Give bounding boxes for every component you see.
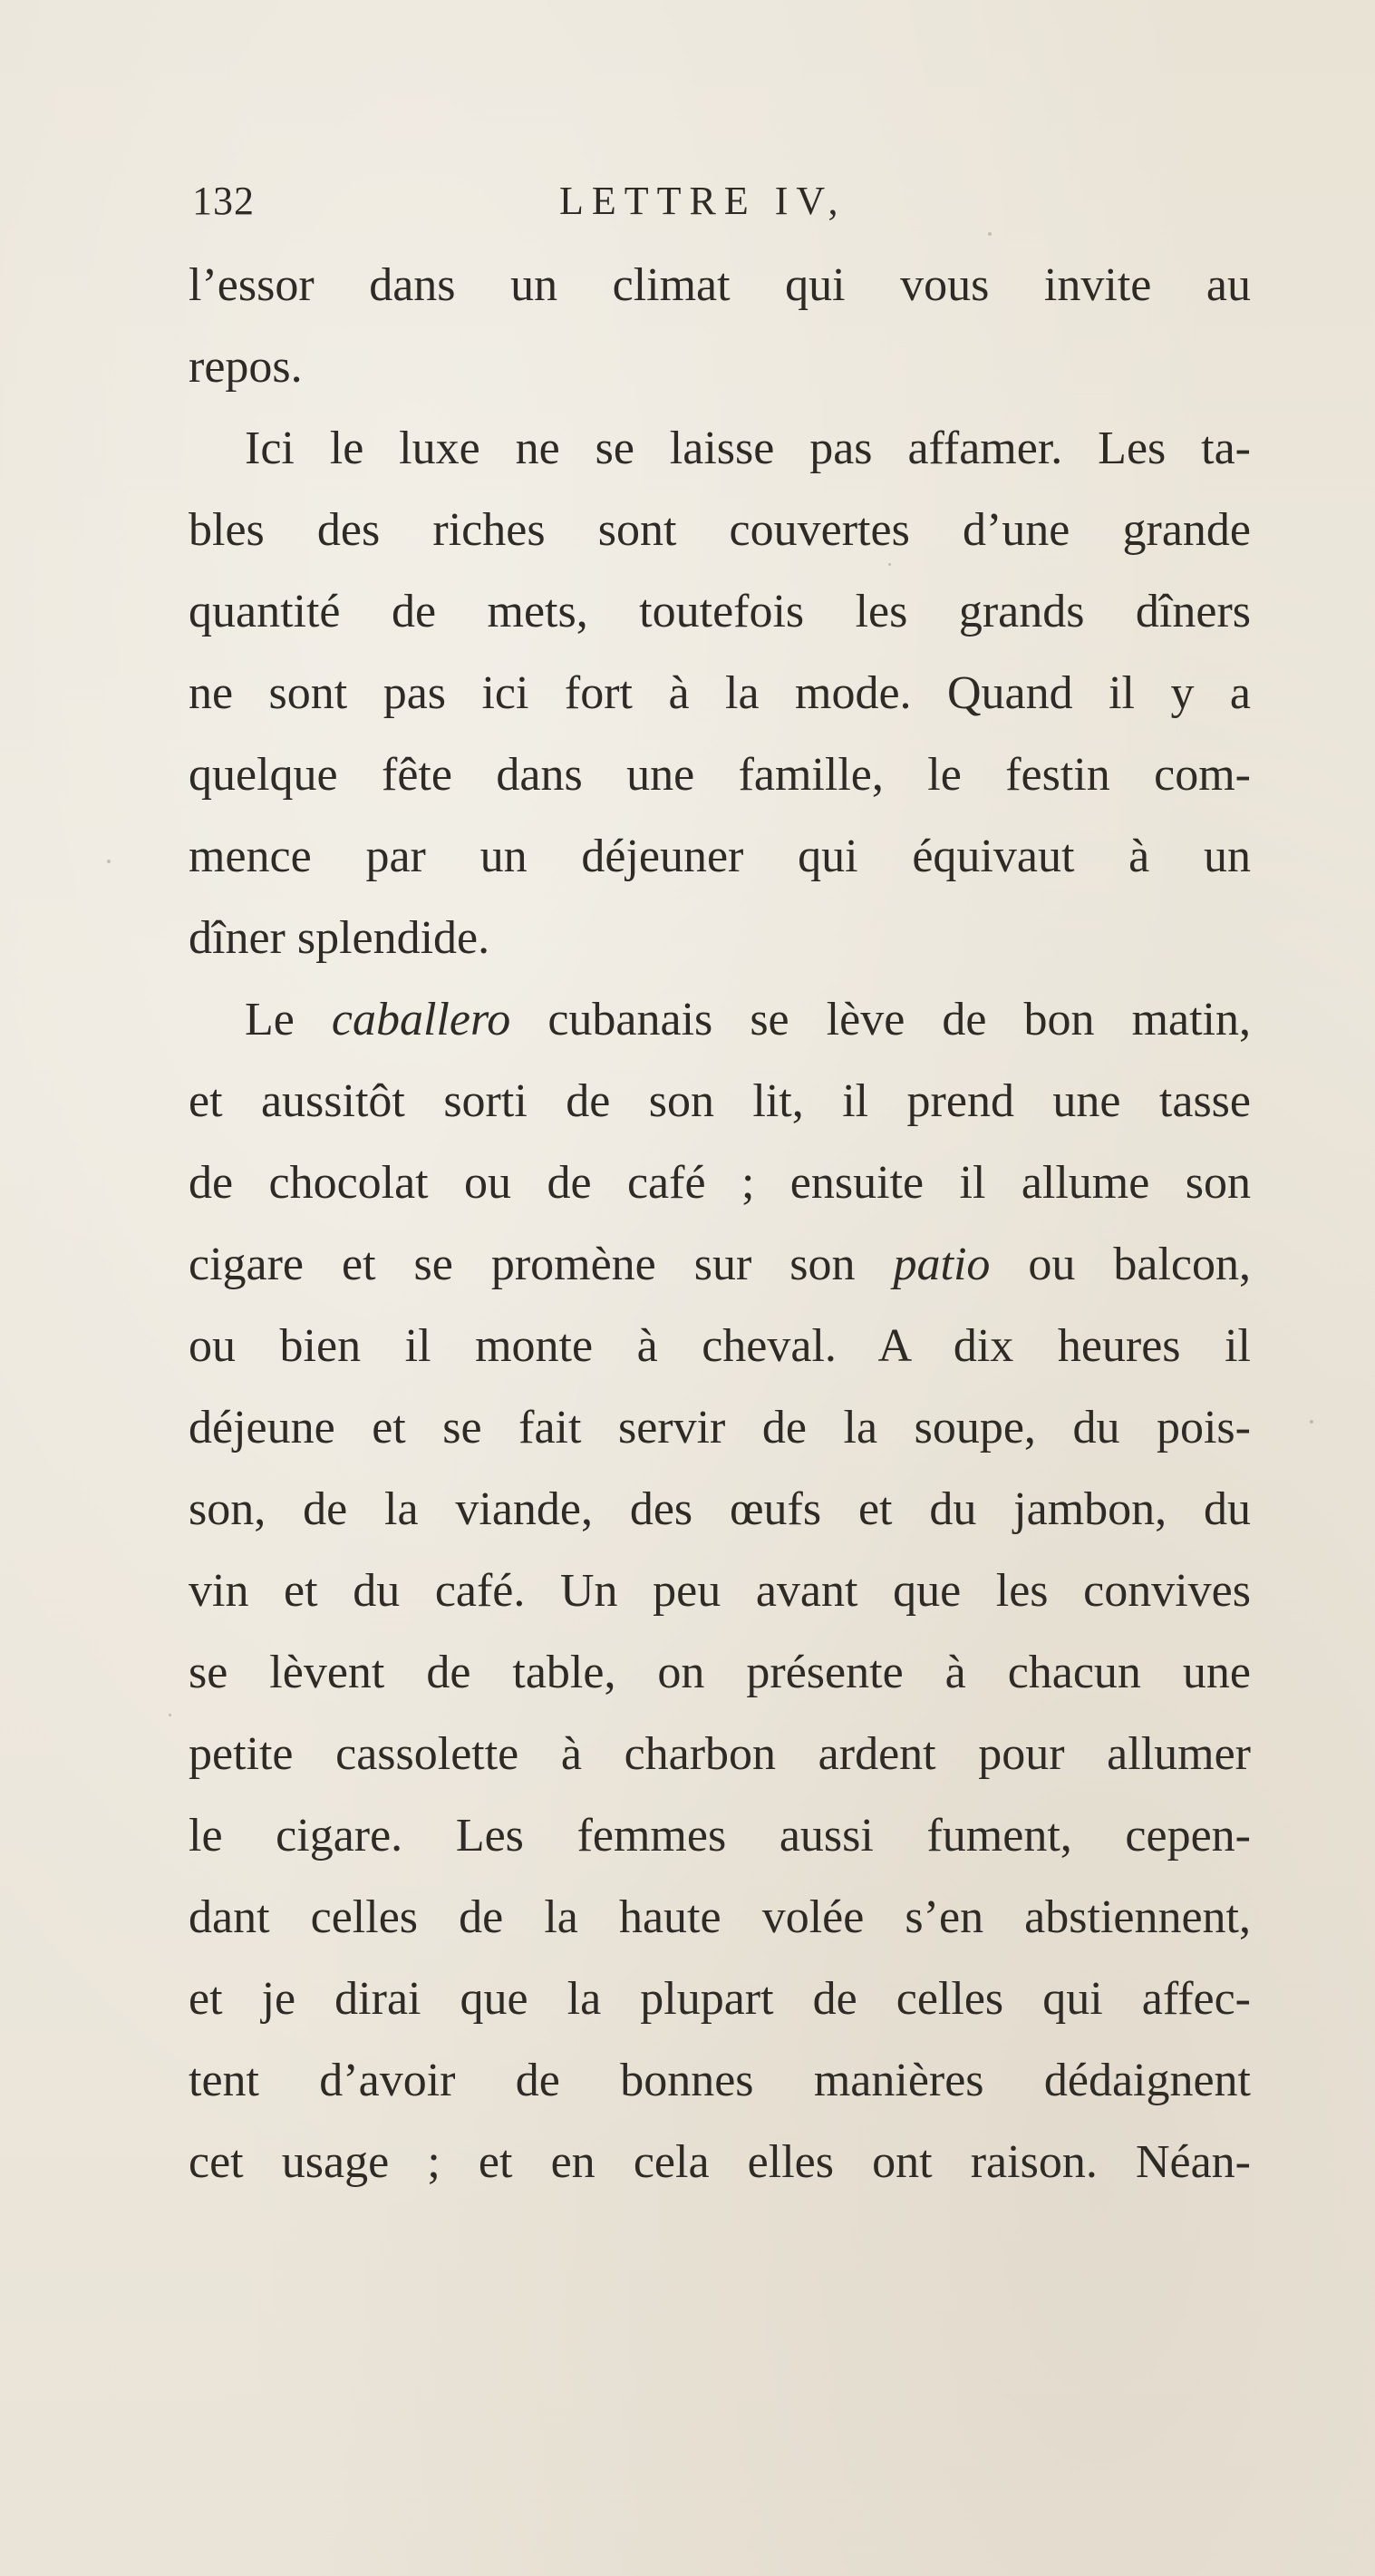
- text-line: de chocolat ou de café ; ensuite il allume son: [189, 1157, 1251, 1209]
- line-text: ou balcon,: [990, 1239, 1252, 1290]
- line-text: cigare et se promène sur son: [189, 1239, 894, 1290]
- paper-speck: [169, 1714, 171, 1716]
- line-text: Le: [245, 994, 332, 1045]
- body-text: [189, 245, 1251, 2203]
- text-line: se lèvent de table, on présente à chacun une: [189, 1647, 1251, 1698]
- italic-term: patio: [893, 1239, 991, 1290]
- text-line: vin et du café. Un peu avant que les convives: [189, 1565, 1251, 1617]
- text-line: dant celles de la haute volée s’en abstiennent,: [189, 1891, 1251, 1943]
- text-line: ou bien il monte à cheval. A dix heures il: [189, 1320, 1251, 1372]
- italic-term: caballero: [331, 994, 511, 1045]
- paper-speck: [988, 232, 992, 236]
- text-line: bles des riches sont couvertes d’une grande: [189, 504, 1251, 556]
- text-line: le cigare. Les femmes aussi fument, cepen-: [189, 1810, 1251, 1862]
- text-line: cet usage ; et en cela elles ont raison. Néan-: [189, 2136, 1251, 2188]
- text-line: dîner splendide.: [189, 912, 490, 964]
- text-line: quelque fête dans une famille, le festin com-: [189, 749, 1251, 801]
- running-head: LETTRE IV,: [559, 179, 847, 223]
- text-line: ne sont pas ici fort à la mode. Quand il y a: [189, 667, 1251, 719]
- text-line: petite cassolette à charbon ardent pour allumer: [189, 1728, 1251, 1780]
- text-line: Ici le luxe ne se laisse pas affamer. Les ta-: [245, 423, 1251, 474]
- text-line: déjeune et se fait servir de la soupe, du pois-: [189, 1402, 1251, 1453]
- text-line: et je dirai que la plupart de celles qui affec-: [189, 1973, 1251, 2025]
- text-line: l’essor dans un climat qui vous invite au: [189, 259, 1251, 311]
- text-line: mence par un déjeuner qui équivaut à un: [189, 831, 1251, 882]
- page-header: [192, 178, 1251, 232]
- text-line: et aussitôt sorti de son lit, il prend une tasse: [189, 1075, 1251, 1127]
- text-line: quantité de mets, toutefois les grands dîners: [189, 586, 1251, 637]
- text-line: [189, 1224, 1251, 1306]
- text-line: tent d’avoir de bonnes manières dédaignent: [189, 2055, 1251, 2106]
- line-text: cubanais se lève de bon matin,: [510, 994, 1251, 1045]
- paper-speck: [1310, 1420, 1313, 1424]
- text-line: [189, 979, 1251, 1061]
- text-line: son, de la viande, des œufs et du jambon, du: [189, 1483, 1251, 1535]
- page-number: 132: [192, 179, 255, 223]
- text-line: repos.: [189, 341, 303, 393]
- paper-speck: [107, 860, 111, 863]
